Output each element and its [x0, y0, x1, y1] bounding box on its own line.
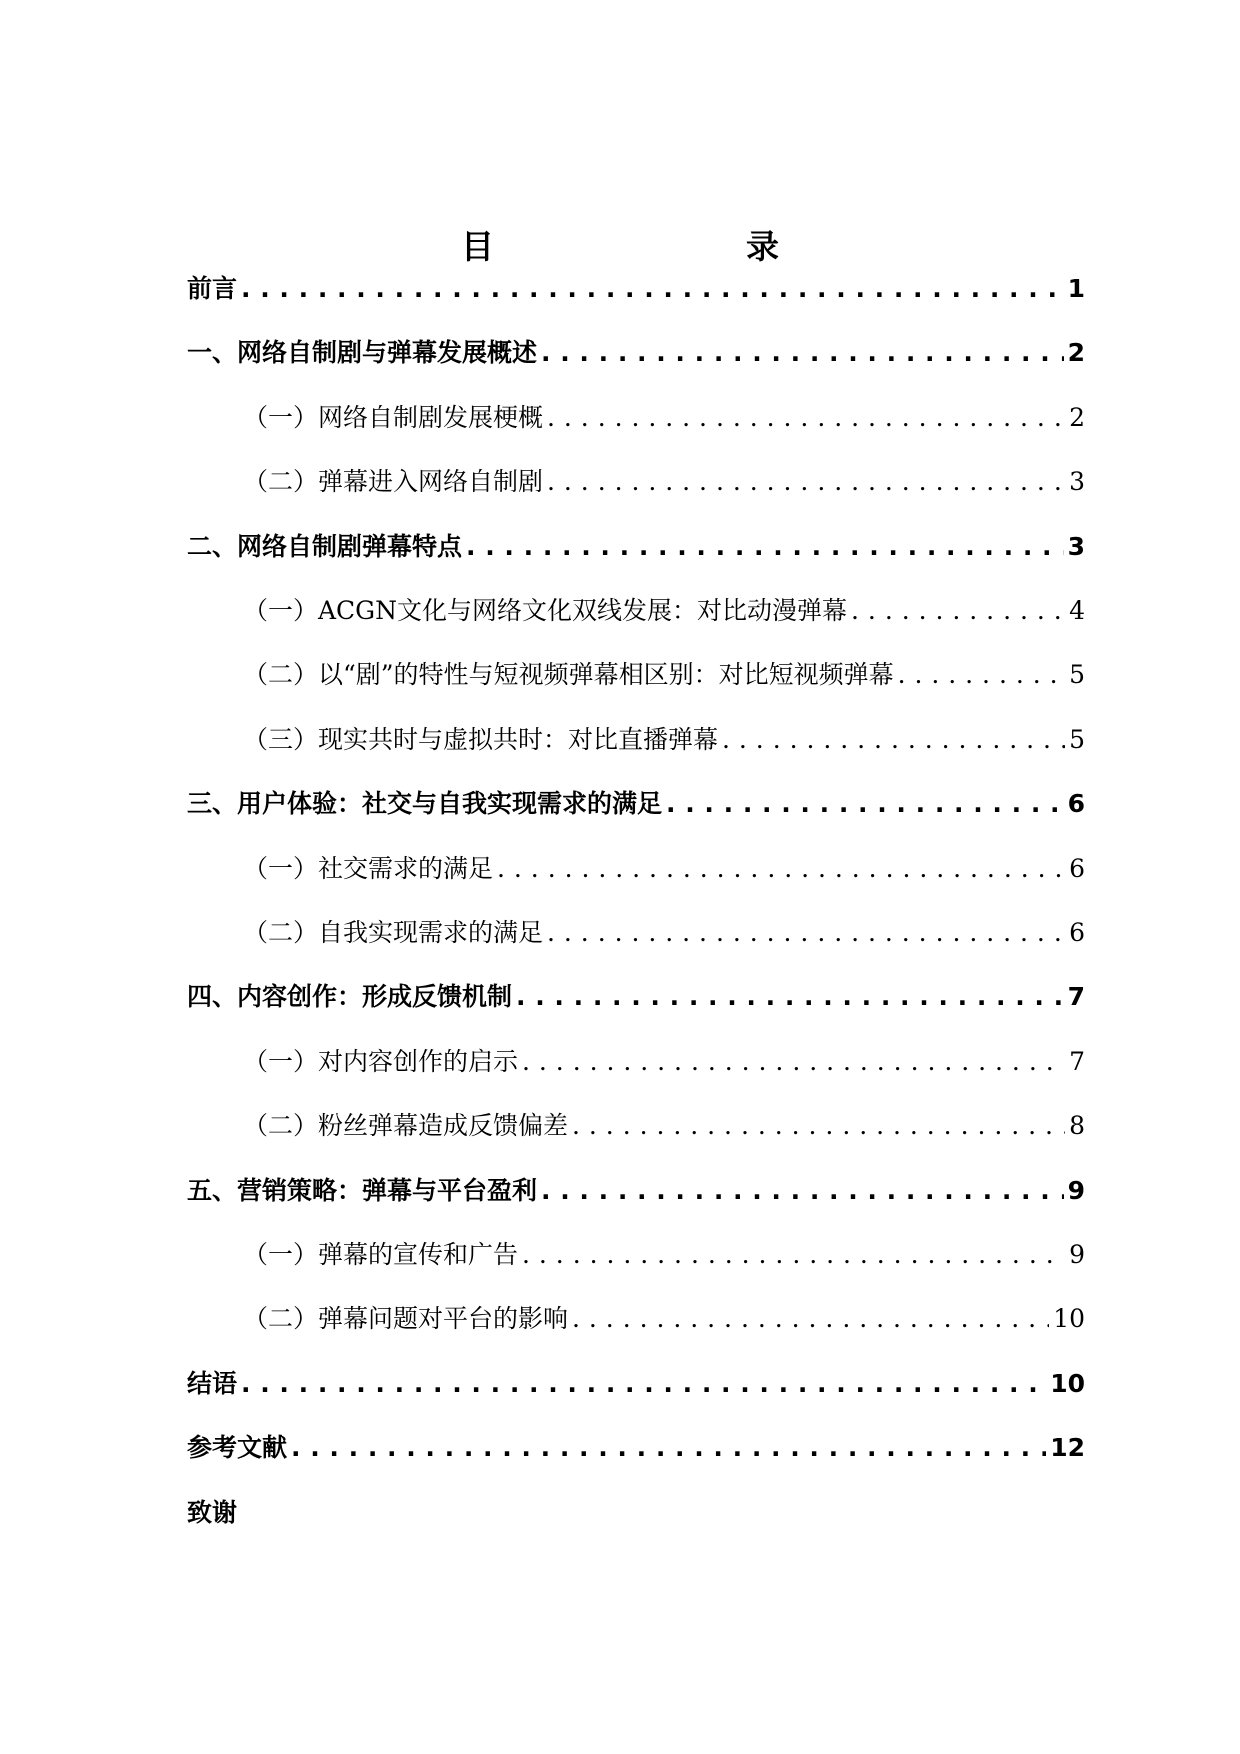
toc-page-number: 9	[1069, 1240, 1085, 1269]
toc-entry-label: 参考文献	[187, 1433, 288, 1462]
toc-entry[interactable]	[243, 1296, 1085, 1342]
toc-entry-label: （一）弹幕的宣传和广告	[243, 1240, 519, 1269]
toc-dot-leader	[466, 524, 1064, 570]
toc-entry-label: 五、营销策略：弹幕与平台盈利	[187, 1176, 538, 1205]
toc-entry-label: （二）自我实现需求的满足	[243, 918, 544, 947]
toc-entry[interactable]	[243, 910, 1085, 956]
toc-entry[interactable]	[187, 330, 1085, 376]
toc-entry[interactable]	[243, 652, 1085, 698]
toc-entry[interactable]	[243, 588, 1085, 634]
toc-entry[interactable]	[187, 524, 1085, 570]
toc-dot-leader	[572, 1103, 1065, 1149]
toc-entry-label: 致谢	[187, 1498, 238, 1527]
toc-entry[interactable]	[187, 266, 1085, 312]
toc-dot-leader	[851, 588, 1065, 634]
toc-dot-leader	[722, 717, 1065, 763]
toc-dot-leader	[241, 1361, 1046, 1407]
toc-page-number: 5	[1069, 725, 1085, 754]
toc-dot-leader	[547, 459, 1065, 505]
toc-page-number: 7	[1069, 1047, 1085, 1076]
toc-entry-label: 二、网络自制剧弹幕特点	[187, 532, 463, 561]
toc-page-number: 6	[1067, 789, 1085, 818]
toc-dot-leader	[291, 1425, 1046, 1471]
toc-entry-label: （二）以“剧”的特性与短视频弹幕相区别：对比短视频弹幕	[243, 660, 894, 689]
toc-entry[interactable]	[187, 1425, 1085, 1471]
toc-entry[interactable]	[243, 846, 1085, 892]
toc-dot-leader	[497, 846, 1065, 892]
toc-entry-label: （二）弹幕进入网络自制剧	[243, 467, 544, 496]
toc-entry-label: （一）对内容创作的启示	[243, 1047, 519, 1076]
toc-entry-label: （一）网络自制剧发展梗概	[243, 403, 544, 432]
toc-entry[interactable]	[187, 781, 1085, 827]
toc-entry[interactable]	[243, 717, 1085, 763]
toc-entry-label: 结语	[187, 1369, 238, 1398]
toc-dot-leader	[241, 266, 1064, 312]
toc-dot-leader	[572, 1296, 1049, 1342]
toc-page-number: 6	[1069, 918, 1085, 947]
toc-dot-leader	[522, 1039, 1065, 1085]
toc-entry-label: 前言	[187, 274, 238, 303]
toc-entry-label: （一）社交需求的满足	[243, 854, 494, 883]
toc-entry-label: （二）弹幕问题对平台的影响	[243, 1304, 569, 1333]
toc-dot-leader	[522, 1232, 1065, 1278]
toc-page-number: 8	[1069, 1111, 1085, 1140]
toc-title: 目 录	[461, 227, 841, 266]
toc-entry[interactable]	[187, 1168, 1085, 1214]
toc-page-number: 9	[1067, 1176, 1085, 1205]
toc-entry[interactable]	[243, 1039, 1085, 1085]
toc-page-number: 2	[1067, 338, 1085, 367]
toc-entry[interactable]	[243, 459, 1085, 505]
toc-entry[interactable]	[243, 395, 1085, 441]
toc-page-number: 7	[1067, 982, 1085, 1011]
toc-page-number: 10	[1050, 1369, 1085, 1398]
toc-page-number: 1	[1067, 274, 1085, 303]
toc-dot-leader	[547, 395, 1065, 441]
toc-entry-label: （一）ACGN文化与网络文化双线发展：对比动漫弹幕	[243, 596, 848, 625]
toc-entry[interactable]	[187, 974, 1085, 1020]
toc-page-number: 5	[1069, 660, 1085, 689]
toc-entry[interactable]	[243, 1232, 1085, 1278]
toc-dot-leader	[666, 781, 1064, 827]
toc-dot-leader	[547, 910, 1065, 956]
toc-dot-leader	[516, 974, 1064, 1020]
toc-page-number: 4	[1069, 596, 1085, 625]
toc-entry-label: 四、内容创作：形成反馈机制	[187, 982, 513, 1011]
toc-page-number: 10	[1053, 1304, 1085, 1333]
toc-page-number: 3	[1069, 467, 1085, 496]
toc-page-number: 3	[1067, 532, 1085, 561]
toc-entry-label: 三、用户体验：社交与自我实现需求的满足	[187, 789, 663, 818]
toc-entry-label: （三）现实共时与虚拟共时：对比直播弹幕	[243, 725, 719, 754]
toc-page-number: 6	[1069, 854, 1085, 883]
toc-page-number: 12	[1050, 1433, 1085, 1462]
toc-entry-label: 一、网络自制剧与弹幕发展概述	[187, 338, 538, 367]
toc-dot-leader	[541, 330, 1064, 376]
toc-entry[interactable]	[187, 1490, 1085, 1536]
toc-entry[interactable]	[243, 1103, 1085, 1149]
toc-dot-leader	[541, 1168, 1064, 1214]
toc-entry-label: （二）粉丝弹幕造成反馈偏差	[243, 1111, 569, 1140]
toc-entry[interactable]	[187, 1361, 1085, 1407]
toc-page-number: 2	[1069, 403, 1085, 432]
toc-dot-leader	[898, 652, 1066, 698]
